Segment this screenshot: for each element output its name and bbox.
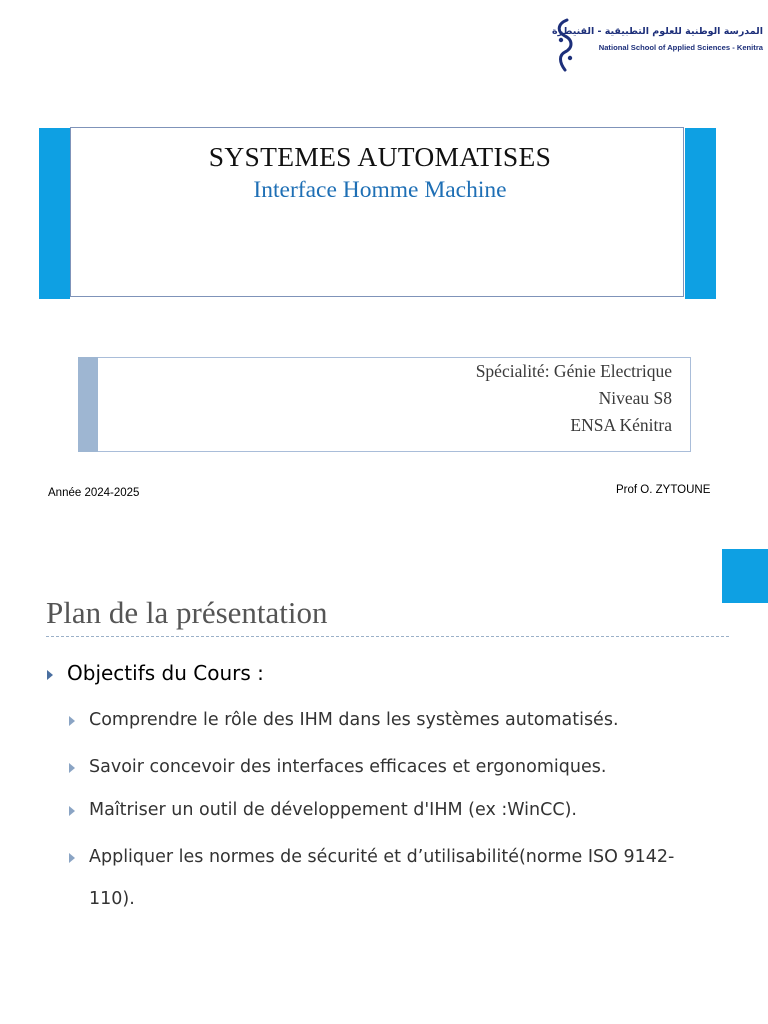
- bullet-triangle-icon: [69, 763, 75, 773]
- list-item: Appliquer les normes de sécurité et d’utilisabilité(norme ISO 9142-: [89, 847, 675, 867]
- academic-year: Année 2024-2025: [48, 487, 140, 499]
- title-accent-left: [39, 128, 70, 299]
- bullet-triangle-icon: [69, 716, 75, 726]
- title-divider: [46, 636, 729, 637]
- objectives-heading: Objectifs du Cours :: [67, 661, 264, 685]
- slide-corner-accent: [722, 549, 768, 603]
- bullet-triangle-icon: [47, 670, 53, 680]
- bullet-triangle-icon: [69, 806, 75, 816]
- author: Prof O. ZYTOUNE: [616, 484, 711, 496]
- bullet-triangle-icon: [69, 853, 75, 863]
- list-item: Maîtriser un outil de développement d'IHM (ex :WinCC).: [89, 800, 577, 820]
- info-level: Niveau S8: [598, 388, 672, 408]
- course-subtitle: Interface Homme Machine: [253, 177, 507, 203]
- info-school: ENSA Kénitra: [570, 415, 672, 435]
- list-item-continuation: 110).: [89, 889, 135, 909]
- list-item: Savoir concevoir des interfaces efficaces et ergonomiques.: [89, 757, 607, 777]
- school-name-english: National School of Applied Sciences - Kenitra: [598, 43, 763, 52]
- info-accent-bar: [78, 357, 98, 452]
- school-name-arabic: المدرسة الوطنية للعلوم التطبيقية - القنيطرة: [552, 26, 763, 37]
- list-item: Comprendre le rôle des IHM dans les systèmes automatisés.: [89, 710, 619, 730]
- info-specialty: Spécialité: Génie Electrique: [475, 361, 672, 381]
- plan-title: Plan de la présentation: [46, 595, 328, 630]
- course-title: SYSTEMES AUTOMATISES: [208, 141, 552, 172]
